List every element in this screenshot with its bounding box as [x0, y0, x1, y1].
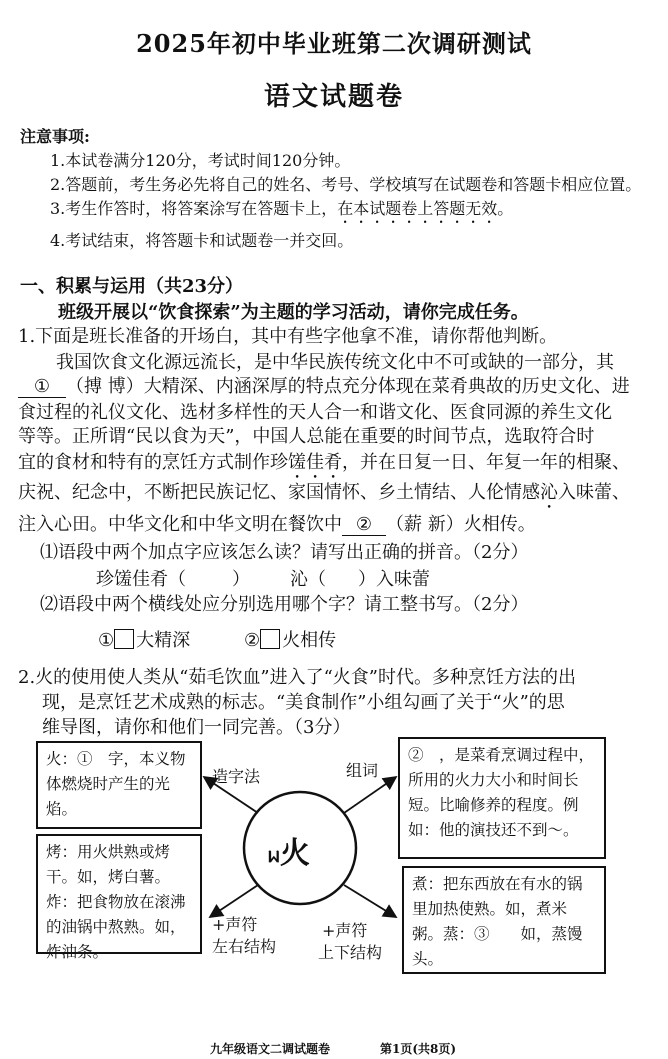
- answer-box-2[interactable]: [260, 629, 280, 649]
- label-br-2: 上下结构: [318, 943, 383, 962]
- q1-line-6-text-a: 庆祝、纪念中，不断把民族记忆、家国情怀、乡土情结、人伦情感: [18, 482, 540, 503]
- footer-left: 九年级语文二调试题卷: [210, 1042, 331, 1056]
- box-left-structure: 烤：用火烘熟或烤干。如，烤白薯。炸：把食物放在滚沸的油锅中熬熟。如，炸油条。: [36, 834, 202, 954]
- q1-stem: 1.下面是班长准备的开场白，其中有些字他拿不准，请你帮他判断。: [18, 326, 558, 347]
- section-intro: 班级开展以“饮食探索”为主题的学习活动，请你完成任务。: [58, 302, 529, 323]
- notice-item-1: 1.本试卷满分120分，考试时间120分钟。: [50, 151, 351, 170]
- q1-line-6-text-b: 入味蕾、: [558, 482, 630, 503]
- notice-item-3-text: 3.考生作答时，将答案涂写在答题卡上，: [50, 199, 338, 218]
- box-zuci: ② ，是菜肴烹调过程中，所用的火力大小和时间长短。比喻修养的程度。例如：他的演技还不到～。: [398, 737, 606, 859]
- arrow-br: [344, 885, 396, 917]
- center-char: 火: [279, 836, 310, 871]
- q1-dot-word-1: 馐佳肴: [288, 452, 342, 473]
- notice-heading: 注意事项:: [20, 127, 90, 146]
- q1-sub1-a: 珍馐佳肴（: [96, 569, 186, 590]
- q2-stem-3: 维导图，请你和他们一同完善。（3分）: [42, 717, 351, 738]
- q1-dot-word-2: 沁: [540, 482, 558, 503]
- q1-sub2-b-text: 火相传: [282, 630, 337, 651]
- q1-line-7-text-b: （薪 新）火相传。: [386, 514, 536, 535]
- q1-line-5-text-b: ，并在日复一日、年复一年的相聚、: [342, 452, 630, 473]
- q1-sub2: ⑵语段中两个横线处应分别选用哪个字？请工整书写。（2分）: [40, 594, 529, 615]
- q2-stem-2: 现，是烹饪艺术成熟的标志。“美食制作”小组勾画了关于“火”的思: [42, 692, 565, 713]
- box-zaozifa: 火：① 字，本义物体燃烧时产生的光焰。: [36, 741, 202, 829]
- q1-sub1-d: ）入味蕾: [358, 569, 430, 590]
- q1-sub2-answer-1: [98, 626, 190, 652]
- page-title: 2025年初中毕业班第二次调研测试: [136, 29, 532, 58]
- box-top-bottom-structure: 煮：把东西放在有水的锅里加热使熟。如，煮米粥。蒸：③ 如，蒸馒头。: [402, 866, 606, 974]
- q1-sub1-b: ）: [232, 569, 250, 590]
- q1-sub1-answer-line: [96, 565, 430, 591]
- q1-sub1: ⑴语段中两个加点字应该怎么读？请写出正确的拼音。（2分）: [40, 542, 529, 563]
- arrow-tr: [344, 777, 396, 813]
- page-subtitle: 语文试题卷: [263, 82, 404, 112]
- notice-item-3-emph: 在本试题卷上答题无效。: [337, 199, 514, 218]
- label-zuci: 组词: [346, 761, 379, 780]
- q1-line-1: 我国饮食文化源远流长，是中华民族传统文化中不可或缺的一部分，其: [56, 352, 614, 373]
- label-br-1: +声符: [322, 921, 368, 940]
- q1-blank-1[interactable]: ①: [18, 376, 66, 398]
- notice-item-2: 2.答题前，考生务必先将自己的姓名、考号、学校填写在试题卷和答题卡相应位置。: [50, 175, 642, 194]
- q1-line-7: [18, 510, 536, 536]
- q1-sub2-b-num: ②: [244, 630, 261, 651]
- q1-blank-2[interactable]: ②: [342, 514, 386, 536]
- q1-sub2-a-text: 大精深: [136, 630, 191, 651]
- q1-sub2-answer-2: [244, 626, 336, 652]
- footer-page: 第1页(共8页): [380, 1042, 457, 1056]
- q1-line-6: [18, 478, 630, 513]
- q1-line-4: 等等。正所谓“民以食为天”，中国人总能在重要的时间节点，选取符合时: [18, 426, 595, 447]
- q1-line-3: 食过程的礼仪文化、选材多样性的天人合一和谐文化、医食同源的养生文化: [18, 402, 612, 423]
- label-zaozifa: 造字法: [212, 767, 261, 786]
- answer-box-1[interactable]: [114, 629, 134, 649]
- section-heading: 一、积累与运用（共23分）: [20, 276, 244, 297]
- q1-line-2: [18, 372, 630, 398]
- q1-sub2-a-num: ①: [98, 630, 115, 651]
- q1-line-5-text-a: 宜的食材和特有的烹饪方式制作珍: [18, 452, 288, 473]
- label-bl-1: +声符: [212, 915, 258, 934]
- label-bl-2: 左右结构: [212, 937, 277, 956]
- q1-line-2-text: （搏 博）大精深、内涵深厚的特点充分体现在菜肴典故的历史文化、进: [66, 376, 630, 397]
- q1-sub1-c: 沁（: [290, 569, 326, 590]
- notice-item-4: 4.考试结束，将答题卡和试题卷一并交回。: [50, 231, 354, 250]
- fire-glyph-icon: ᥕ: [268, 843, 280, 867]
- center-label: [268, 828, 310, 872]
- notice-item-3: [50, 196, 513, 227]
- q1-line-7-text-a: 注入心田。中华文化和中华文明在餐饮中: [18, 514, 342, 535]
- q2-stem-1: 2.火的使用使人类从“茹毛饮血”进入了“火食”时代。多种烹饪方法的出: [18, 667, 576, 688]
